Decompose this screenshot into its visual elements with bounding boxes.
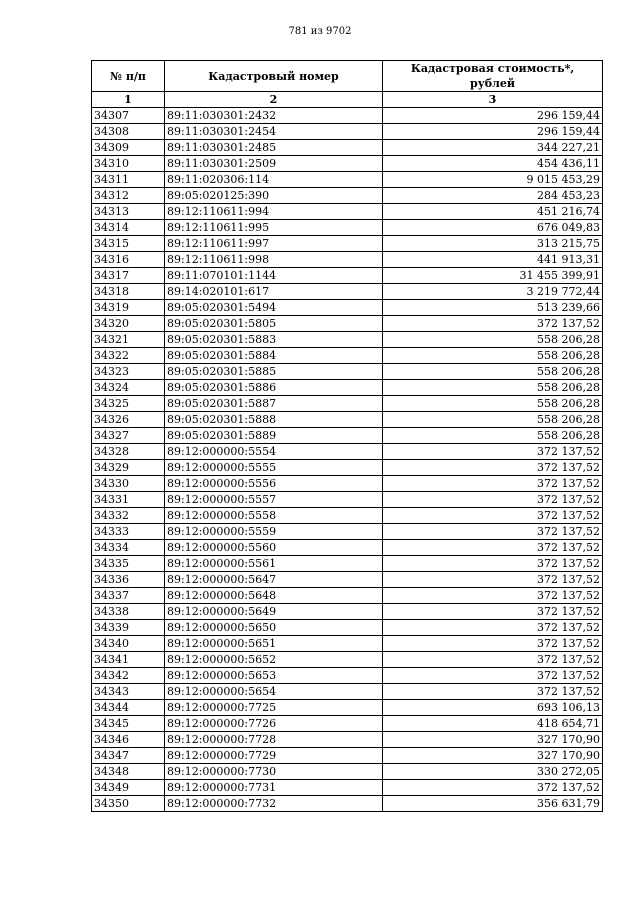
cadastral-number-cell: 89:12:000000:5652 [165, 652, 383, 668]
cadastral-value-cell: 372 137,52 [383, 620, 603, 636]
row-number-cell: 34314 [92, 220, 165, 236]
cadastral-value-cell: 372 137,52 [383, 588, 603, 604]
cadastral-number-cell: 89:05:020301:5494 [165, 300, 383, 316]
table-row [92, 492, 603, 508]
row-number-cell: 34339 [92, 620, 165, 636]
cadastral-value-cell: 372 137,52 [383, 524, 603, 540]
table-row [92, 556, 603, 572]
row-number-cell: 34324 [92, 380, 165, 396]
cadastral-number-cell: 89:05:020301:5886 [165, 380, 383, 396]
table-row [92, 444, 603, 460]
row-number-cell: 34313 [92, 204, 165, 220]
cadastral-value-cell: 284 453,23 [383, 188, 603, 204]
row-number-cell: 34312 [92, 188, 165, 204]
table-row [92, 684, 603, 700]
cadastral-number-cell: 89:12:000000:5560 [165, 540, 383, 556]
cadastral-number-cell: 89:12:000000:5559 [165, 524, 383, 540]
table-row [92, 124, 603, 140]
cadastral-value-cell: 372 137,52 [383, 444, 603, 460]
row-number-cell: 34340 [92, 636, 165, 652]
cadastral-value-cell: 356 631,79 [383, 796, 603, 812]
table-row [92, 508, 603, 524]
row-number-cell: 34310 [92, 156, 165, 172]
row-number-cell: 34311 [92, 172, 165, 188]
row-number-cell: 34332 [92, 508, 165, 524]
table-row [92, 268, 603, 284]
table-row [92, 636, 603, 652]
table-row [92, 108, 603, 124]
cadastral-value-cell: 372 137,52 [383, 492, 603, 508]
cadastral-value-table [91, 60, 603, 812]
table-row [92, 620, 603, 636]
cadastral-number-cell: 89:12:000000:5557 [165, 492, 383, 508]
cadastral-number-cell: 89:12:000000:5556 [165, 476, 383, 492]
row-number-cell: 34329 [92, 460, 165, 476]
cadastral-number-cell: 89:12:000000:5653 [165, 668, 383, 684]
cadastral-number-cell: 89:12:000000:7731 [165, 780, 383, 796]
cadastral-number-cell: 89:05:020301:5883 [165, 332, 383, 348]
cadastral-number-cell: 89:12:000000:5649 [165, 604, 383, 620]
row-number-cell: 34309 [92, 140, 165, 156]
cadastral-number-cell: 89:11:020306:114 [165, 172, 383, 188]
table-row [92, 572, 603, 588]
cadastral-value-cell: 327 170,90 [383, 732, 603, 748]
cadastral-number-cell: 89:05:020125:390 [165, 188, 383, 204]
table-row [92, 540, 603, 556]
row-number-cell: 34343 [92, 684, 165, 700]
cadastral-value-cell: 372 137,52 [383, 668, 603, 684]
cadastral-value-cell: 693 106,13 [383, 700, 603, 716]
header-cadastral-value-line1: Кадастровая стоимость*, [410, 62, 575, 75]
table-row [92, 764, 603, 780]
cadastral-number-cell: 89:12:000000:7725 [165, 700, 383, 716]
table-row [92, 524, 603, 540]
table-row [92, 588, 603, 604]
cadastral-value-cell: 372 137,52 [383, 604, 603, 620]
table-row [92, 732, 603, 748]
cadastral-number-cell: 89:12:000000:7726 [165, 716, 383, 732]
row-number-cell: 34326 [92, 412, 165, 428]
table-header-row [92, 61, 603, 92]
cadastral-value-cell: 327 170,90 [383, 748, 603, 764]
table-row [92, 460, 603, 476]
cadastral-value-cell: 372 137,52 [383, 540, 603, 556]
row-number-cell: 34330 [92, 476, 165, 492]
cadastral-number-cell: 89:12:000000:5648 [165, 588, 383, 604]
cadastral-value-cell: 372 137,52 [383, 652, 603, 668]
cadastral-number-cell: 89:12:000000:5651 [165, 636, 383, 652]
cadastral-number-cell: 89:05:020301:5884 [165, 348, 383, 364]
row-number-cell: 34321 [92, 332, 165, 348]
cadastral-value-cell: 372 137,52 [383, 316, 603, 332]
cadastral-value-cell: 558 206,28 [383, 428, 603, 444]
row-number-cell: 34338 [92, 604, 165, 620]
cadastral-number-cell: 89:12:000000:5654 [165, 684, 383, 700]
cadastral-value-cell: 558 206,28 [383, 348, 603, 364]
table-row [92, 716, 603, 732]
cadastral-value-cell: 372 137,52 [383, 572, 603, 588]
table-row [92, 204, 603, 220]
row-number-cell: 34317 [92, 268, 165, 284]
cadastral-value-cell: 558 206,28 [383, 380, 603, 396]
table-row [92, 396, 603, 412]
table-row [92, 780, 603, 796]
cadastral-value-cell: 313 215,75 [383, 236, 603, 252]
cadastral-value-cell: 558 206,28 [383, 332, 603, 348]
cadastral-value-cell: 330 272,05 [383, 764, 603, 780]
cadastral-value-cell: 296 159,44 [383, 124, 603, 140]
cadastral-value-cell: 513 239,66 [383, 300, 603, 316]
row-number-cell: 34325 [92, 396, 165, 412]
cadastral-value-cell: 372 137,52 [383, 780, 603, 796]
table-row [92, 348, 603, 364]
column-number-3: 3 [383, 92, 603, 108]
table-row [92, 316, 603, 332]
table-row [92, 604, 603, 620]
table-row [92, 428, 603, 444]
row-number-cell: 34348 [92, 764, 165, 780]
row-number-cell: 34336 [92, 572, 165, 588]
cadastral-value-cell: 372 137,52 [383, 508, 603, 524]
row-number-cell: 34318 [92, 284, 165, 300]
row-number-cell: 34315 [92, 236, 165, 252]
cadastral-number-cell: 89:12:000000:5554 [165, 444, 383, 460]
cadastral-value-cell: 676 049,83 [383, 220, 603, 236]
cadastral-value-cell: 418 654,71 [383, 716, 603, 732]
cadastral-number-cell: 89:12:000000:7732 [165, 796, 383, 812]
header-cadastral-value-line2: рублей [470, 77, 515, 90]
table-row [92, 252, 603, 268]
table-row [92, 284, 603, 300]
cadastral-value-cell: 372 137,52 [383, 636, 603, 652]
page-number-header: 781 из 9702 [288, 26, 352, 37]
table-body [92, 108, 603, 812]
cadastral-number-cell: 89:12:000000:7730 [165, 764, 383, 780]
header-cadastral-number: Кадастровый номер [165, 61, 383, 92]
cadastral-value-cell: 451 216,74 [383, 204, 603, 220]
row-number-cell: 34347 [92, 748, 165, 764]
row-number-cell: 34320 [92, 316, 165, 332]
table-row [92, 156, 603, 172]
cadastral-value-cell: 344 227,21 [383, 140, 603, 156]
row-number-cell: 34319 [92, 300, 165, 316]
cadastral-number-cell: 89:05:020301:5885 [165, 364, 383, 380]
table-row [92, 220, 603, 236]
table-row [92, 364, 603, 380]
table-row [92, 300, 603, 316]
table-row [92, 796, 603, 812]
row-number-cell: 34316 [92, 252, 165, 268]
row-number-cell: 34333 [92, 524, 165, 540]
cadastral-value-cell: 558 206,28 [383, 396, 603, 412]
cadastral-number-cell: 89:05:020301:5805 [165, 316, 383, 332]
table-row [92, 236, 603, 252]
row-number-cell: 34349 [92, 780, 165, 796]
cadastral-number-cell: 89:11:030301:2485 [165, 140, 383, 156]
header-cadastral-value [383, 61, 603, 92]
row-number-cell: 34308 [92, 124, 165, 140]
cadastral-number-cell: 89:12:000000:5561 [165, 556, 383, 572]
table-row [92, 700, 603, 716]
table-row [92, 748, 603, 764]
table-row [92, 652, 603, 668]
table-row [92, 668, 603, 684]
column-number-1: 1 [92, 92, 165, 108]
cadastral-value-cell: 372 137,52 [383, 476, 603, 492]
table-row [92, 412, 603, 428]
row-number-cell: 34328 [92, 444, 165, 460]
cadastral-value-cell: 372 137,52 [383, 684, 603, 700]
row-number-cell: 34334 [92, 540, 165, 556]
cadastral-number-cell: 89:11:030301:2432 [165, 108, 383, 124]
row-number-cell: 34346 [92, 732, 165, 748]
row-number-cell: 34337 [92, 588, 165, 604]
cadastral-number-cell: 89:12:110611:995 [165, 220, 383, 236]
cadastral-value-cell: 372 137,52 [383, 460, 603, 476]
cadastral-value-cell: 3 219 772,44 [383, 284, 603, 300]
cadastral-number-cell: 89:14:020101:617 [165, 284, 383, 300]
cadastral-number-cell: 89:11:030301:2454 [165, 124, 383, 140]
cadastral-number-cell: 89:12:000000:5558 [165, 508, 383, 524]
cadastral-number-cell: 89:11:030301:2509 [165, 156, 383, 172]
cadastral-number-cell: 89:12:000000:7729 [165, 748, 383, 764]
cadastral-number-cell: 89:11:070101:1144 [165, 268, 383, 284]
cadastral-value-cell: 558 206,28 [383, 364, 603, 380]
cadastral-number-cell: 89:05:020301:5888 [165, 412, 383, 428]
cadastral-value-cell: 454 436,11 [383, 156, 603, 172]
cadastral-value-cell: 558 206,28 [383, 412, 603, 428]
cadastral-number-cell: 89:12:000000:5647 [165, 572, 383, 588]
cadastral-value-cell: 31 455 399,91 [383, 268, 603, 284]
row-number-cell: 34323 [92, 364, 165, 380]
row-number-cell: 34345 [92, 716, 165, 732]
column-number-2: 2 [165, 92, 383, 108]
table-row [92, 380, 603, 396]
cadastral-value-cell: 441 913,31 [383, 252, 603, 268]
cadastral-number-cell: 89:05:020301:5889 [165, 428, 383, 444]
cadastral-number-cell: 89:12:000000:5555 [165, 460, 383, 476]
cadastral-number-cell: 89:12:110611:998 [165, 252, 383, 268]
cadastral-number-cell: 89:12:000000:7728 [165, 732, 383, 748]
cadastral-value-cell: 9 015 453,29 [383, 172, 603, 188]
table-row [92, 188, 603, 204]
cadastral-number-cell: 89:05:020301:5887 [165, 396, 383, 412]
row-number-cell: 34335 [92, 556, 165, 572]
table-row [92, 140, 603, 156]
cadastral-number-cell: 89:12:000000:5650 [165, 620, 383, 636]
row-number-cell: 34307 [92, 108, 165, 124]
table-row [92, 476, 603, 492]
cadastral-value-cell: 296 159,44 [383, 108, 603, 124]
cadastral-number-cell: 89:12:110611:997 [165, 236, 383, 252]
cadastral-value-cell: 372 137,52 [383, 556, 603, 572]
row-number-cell: 34331 [92, 492, 165, 508]
table-row [92, 332, 603, 348]
row-number-cell: 34327 [92, 428, 165, 444]
row-number-cell: 34341 [92, 652, 165, 668]
column-number-row [92, 92, 603, 108]
row-number-cell: 34344 [92, 700, 165, 716]
row-number-cell: 34342 [92, 668, 165, 684]
table-row [92, 172, 603, 188]
cadastral-number-cell: 89:12:110611:994 [165, 204, 383, 220]
row-number-cell: 34350 [92, 796, 165, 812]
header-row-number: № п/п [92, 61, 165, 92]
row-number-cell: 34322 [92, 348, 165, 364]
